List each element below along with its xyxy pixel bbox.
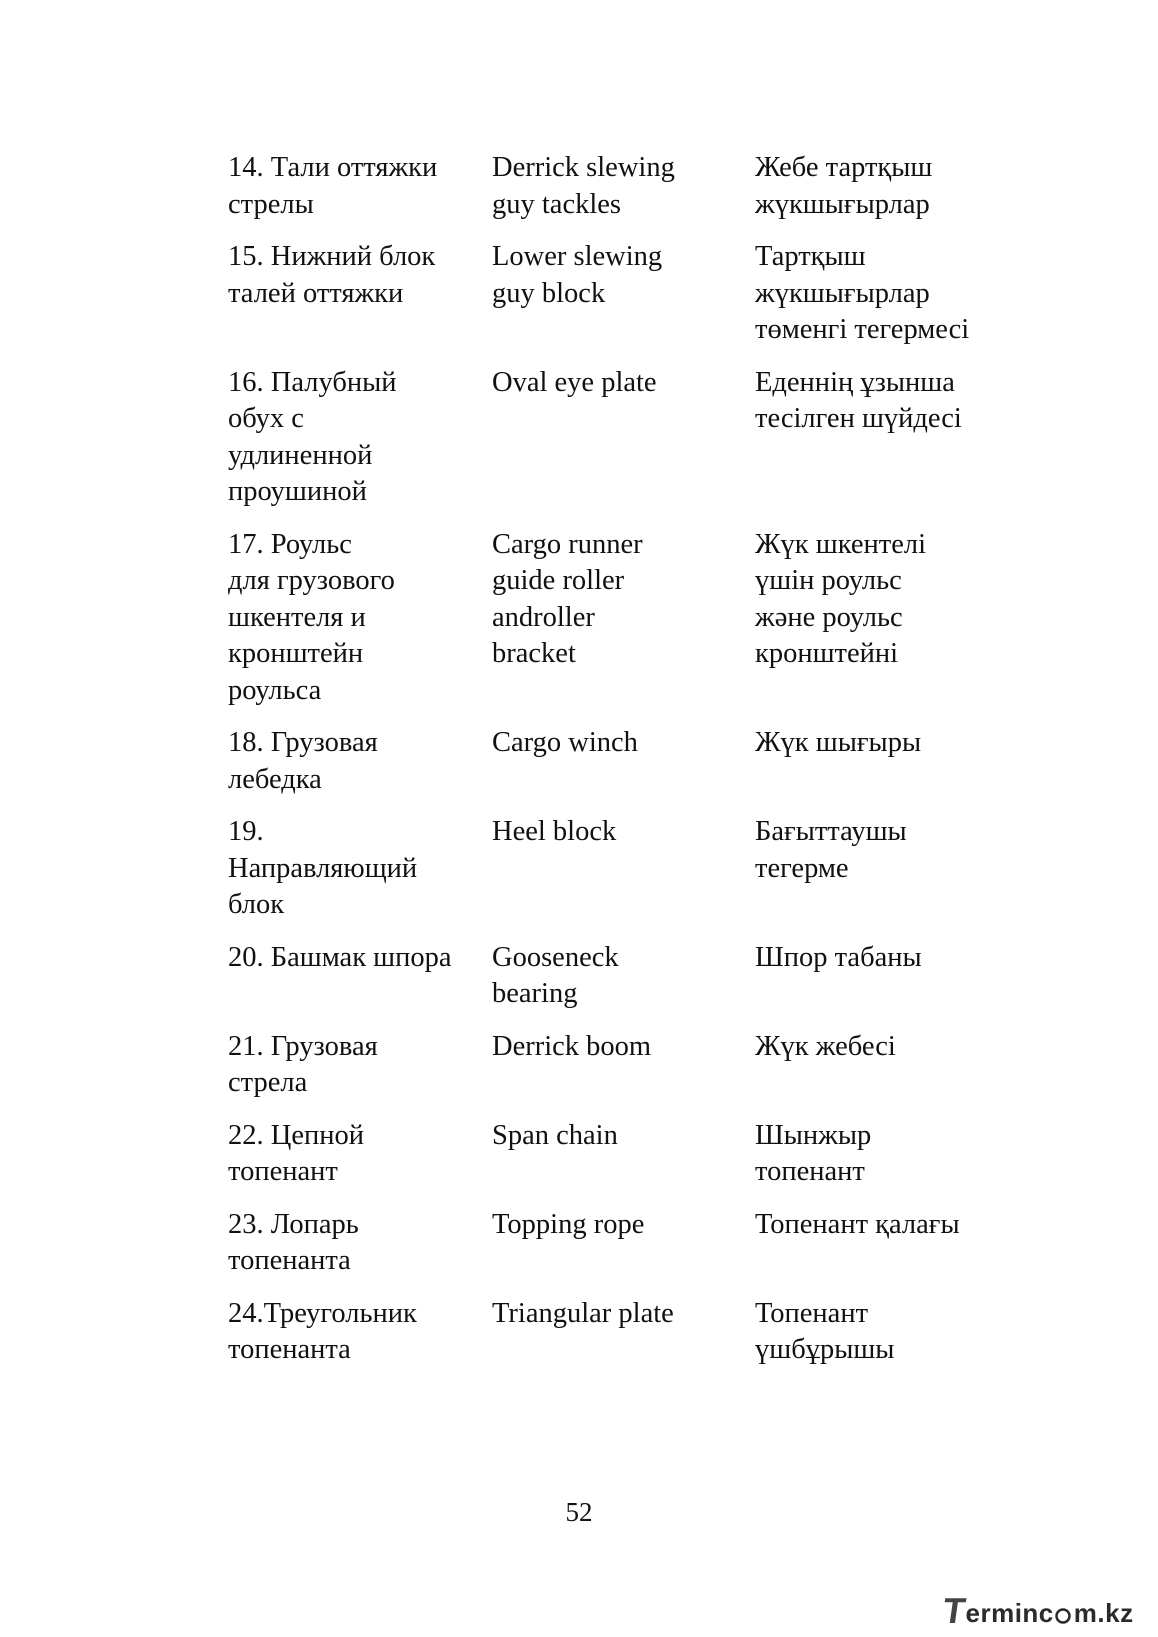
term-english: Lower slewing guy block [492,241,663,309]
term-russian: 21. Грузовая стрела [228,1030,378,1098]
glossary-table [228,150,1008,1385]
term-russian: 18. Грузовая лебедка [228,727,378,795]
glossary-row [228,1207,1008,1280]
watermark-logo [940,1590,1134,1631]
term-kazakh: Шпор табаны [755,941,922,973]
glossary-row [228,365,1008,511]
glossary-row [228,527,1008,710]
term-english: Heel block [492,816,617,847]
term-russian: 16. Палубный обух с удлиненной проушиной [228,366,397,507]
watermark-initial: T [940,1590,969,1631]
term-kazakh: Жүк шығыры [755,727,922,758]
glossary-row [228,1296,1008,1369]
term-english: Cargo winch [492,727,638,758]
glossary-row [228,725,1008,798]
term-russian: 22. Цепной топенант [228,1119,364,1187]
glossary-row [228,814,1008,924]
page-number: 52 [565,1497,593,1527]
term-russian: 19. Направляющий блок [228,816,418,920]
term-kazakh: Жебе тартқыш жүкшығырлар [755,152,933,220]
term-kazakh: Бағыттаушы тегерме [755,816,907,884]
term-english: Triangular plate [492,1297,674,1329]
term-kazakh: Тартқыш жүкшығырлар төменгі тегермесі [755,241,970,345]
watermark-mid: erminc [965,1598,1054,1628]
term-english: Gooseneck bearing [492,941,619,1009]
term-kazakh: Топенант үшбұрышы [755,1297,895,1365]
glossary-row [228,1029,1008,1102]
term-russian: 23. Лопарь топенанта [228,1208,359,1276]
term-english: Span chain [492,1119,618,1151]
term-kazakh: Еденнің ұзынша тесілген шүйдесі [755,366,962,434]
glossary-row [228,940,1008,1013]
term-english: Oval eye plate [492,366,657,398]
term-kazakh: Шынжыр топенант [755,1119,872,1187]
glossary-row [228,239,1008,349]
term-kazakh: Топенант қалағы [755,1208,960,1240]
glossary-row [228,1118,1008,1191]
term-english: Cargo runner guide roller androller bracket [492,528,643,669]
term-kazakh: Жүк жебесі [755,1030,896,1062]
term-kazakh: Жүк шкентелі үшін роульс және роульс кронштейні [755,528,926,669]
term-english: Topping rope [492,1208,645,1240]
term-english: Derrick boom [492,1030,652,1062]
term-russian: 15. Нижний блок талей оттяжки [228,241,436,309]
term-russian: 20. Башмак шпора [228,941,452,973]
term-english: Derrick slewing guy tackles [492,152,675,220]
glossary-row [228,150,1008,223]
term-russian: 17. Роульс для грузового шкентеля и кронштейн роульса [228,528,395,706]
term-russian: 14. Тали оттяжки стрелы [228,152,438,220]
watermark-tail: m.kz [1073,1598,1134,1628]
magnifier-icon [1054,1609,1074,1629]
term-russian: 24.Треугольник топенанта [228,1297,417,1365]
